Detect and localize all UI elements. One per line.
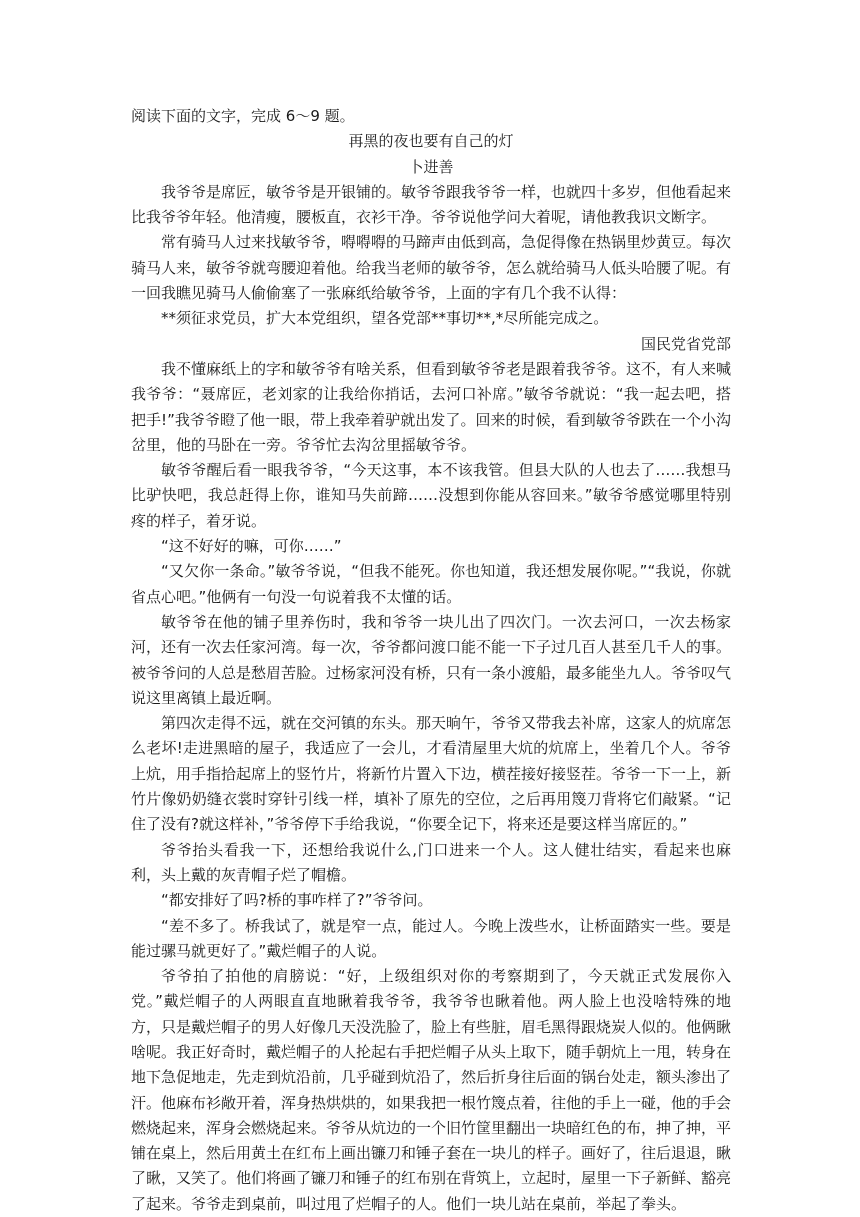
article-author: 卜进善 <box>408 157 454 176</box>
paragraph: 第四次走得不远，就在交河镇的东头。那天晌午，爷爷又带我去补席，这家人的炕席怎么老坏!走进黑暗的屋子，我适应了一会儿，才看清屋里大炕的炕席上，坐着几个人。爷爷上炕，用手指拾起席上的竖竹片，将新竹片置入下边，横茬接好接竖茬。爷爷一下一上，新竹片像奶奶缝衣裳时穿针引线一样，填补了原先的空位，之后再用篾刀背将它们敲紧。“记住了没有?就这样补，”爷爷停下手给我说，“你要全记下，将来还是要这样当席匠的。” <box>131 714 732 834</box>
paragraph: 常有骑马人过来找敏爷爷，嘚嘚嘚的马蹄声由低到高，急促得像在热锅里炒黄豆。每次骑马人来，敏爷爷就弯腰迎着他。给我当老师的敏爷爷，怎么就给骑马人低头哈腰了呢。有一回我瞧见骑马人偷偷塞了一张麻纸给敏爷爷，上面的字有几个我不认得： <box>131 233 732 303</box>
document-page <box>131 100 731 1217</box>
paragraph: 我不懂麻纸上的字和敏爷爷有啥关系，但看到敏爷爷老是跟着我爷爷。这不，有人来喊我爷爷：“聂席匠，老刘家的让我给你捎话，去河口补席。”敏爷爷就说：“我一起去吧，搭把手!”我爷爷瞪了他一眼，带上我牵着驴就出发了。回来的时候，看到敏爷爷跌在一个小沟岔里，他的马卧在一旁。爷爷忙去沟岔里摇敏爷爷。 <box>131 359 732 454</box>
paragraph: “又欠你一条命。”敏爷爷说，“但我不能死。你也知道，我还想发展你呢。”“我说，你就省点心吧。”他俩有一句没一句说着我不太懂的话。 <box>131 562 731 606</box>
article-title: 再黑的夜也要有自己的灯 <box>348 132 514 151</box>
paragraph: 我爷爷是席匠，敏爷爷是开银铺的。敏爷爷跟我爷爷一样，也就四十多岁，但他看起来比我爷爷年轻。他清瘦，腰板直，衣衫干净。爷爷说他学问大着呢，请他教我识文断字。 <box>131 182 732 227</box>
paragraph: “这不好好的嘛，可你……” <box>161 537 342 556</box>
paragraph: 敏爷爷在他的铺子里养伤时，我和爷爷一块儿出了四次门。一次去河口，一次去杨家河，还有一次去任家河湾。每一次，爷爷都问渡口能不能一下子过几百人甚至几千人的事。被爷爷问的人总是愁眉苦脸。过杨家河没有桥，只有一条小渡船，最多能坐九人。爷爷叹气说这里离镇上最近啊。 <box>131 612 732 707</box>
question-intro: 阅读下面的文字，完成 6～9 题。 <box>131 107 355 125</box>
paragraph: 爷爷拍了拍他的肩膀说：“好，上级组织对你的考察期到了，今天就正式发展你入党。”戴烂帽子的人两眼直直地瞅着我爷爷，我爷爷也瞅着他。两人脸上也没啥特殊的地方，只是戴烂帽子的男人好像几天没洗脸了，脸上有些脏，眉毛黑得跟烧炭人似的。他俩瞅啥呢。我正好奇时，戴烂帽子的人抡起右手把烂帽子从头上取下，随手朝炕上一甩，转身在地下急促地走，先走到炕沿前，几乎碰到炕沿了，然后折身往后面的锅台处走，额头渗出了汗。他麻布衫敞开着，浑身热烘烘的，如果我把一根竹篾点着，往他的手上一碰，他的手会燃烧起来，浑身会燃烧起来。爷爷从炕边的一个旧竹筐里翻出一块暗红色的布，抻了抻，平铺在桌上，然后用黄土在红布上画出镰刀和锤子套在一块儿的样子。画好了，往后退退，瞅了瞅，又笑了。他们将画了镰刀和锤子的红布别在背筑上，立起时，屋里一下子新鲜、豁亮了起来。爷爷走到桌前，叫过甩了烂帽子的人。他们一块儿站在桌前，举起了拳头。 <box>131 967 732 1213</box>
paragraph: “都安排好了吗?桥的事咋样了?”爷爷问。 <box>161 891 433 910</box>
notice-signature: 国民党省党部 <box>640 334 731 353</box>
paragraph: 敏爷爷醒后看一眼我爷爷，“今天这事，本不该我管。但县大队的人也去了……我想马比驴快吧，我总赶得上你，谁知马失前蹄……没想到你能从容回来。”敏爷爷感觉哪里特别疼的样子，着牙说。 <box>131 461 731 530</box>
paragraph: “差不多了。桥我试了，就是窄一点，能过人。今晚上泼些水，让桥面踏实一些。要是能过骡马就更好了。”戴烂帽子的人说。 <box>131 916 731 960</box>
notice-text: **须征求党员，扩大本党组织，望各党部**事切**,*尽所能完成之。 <box>161 309 609 328</box>
paragraph: 爷爷抬头看我一下，还想给我说什么,门口进来一个人。这人健壮结实，看起来也麻利，头上戴的灰青帽子烂了帽檐。 <box>131 840 731 884</box>
